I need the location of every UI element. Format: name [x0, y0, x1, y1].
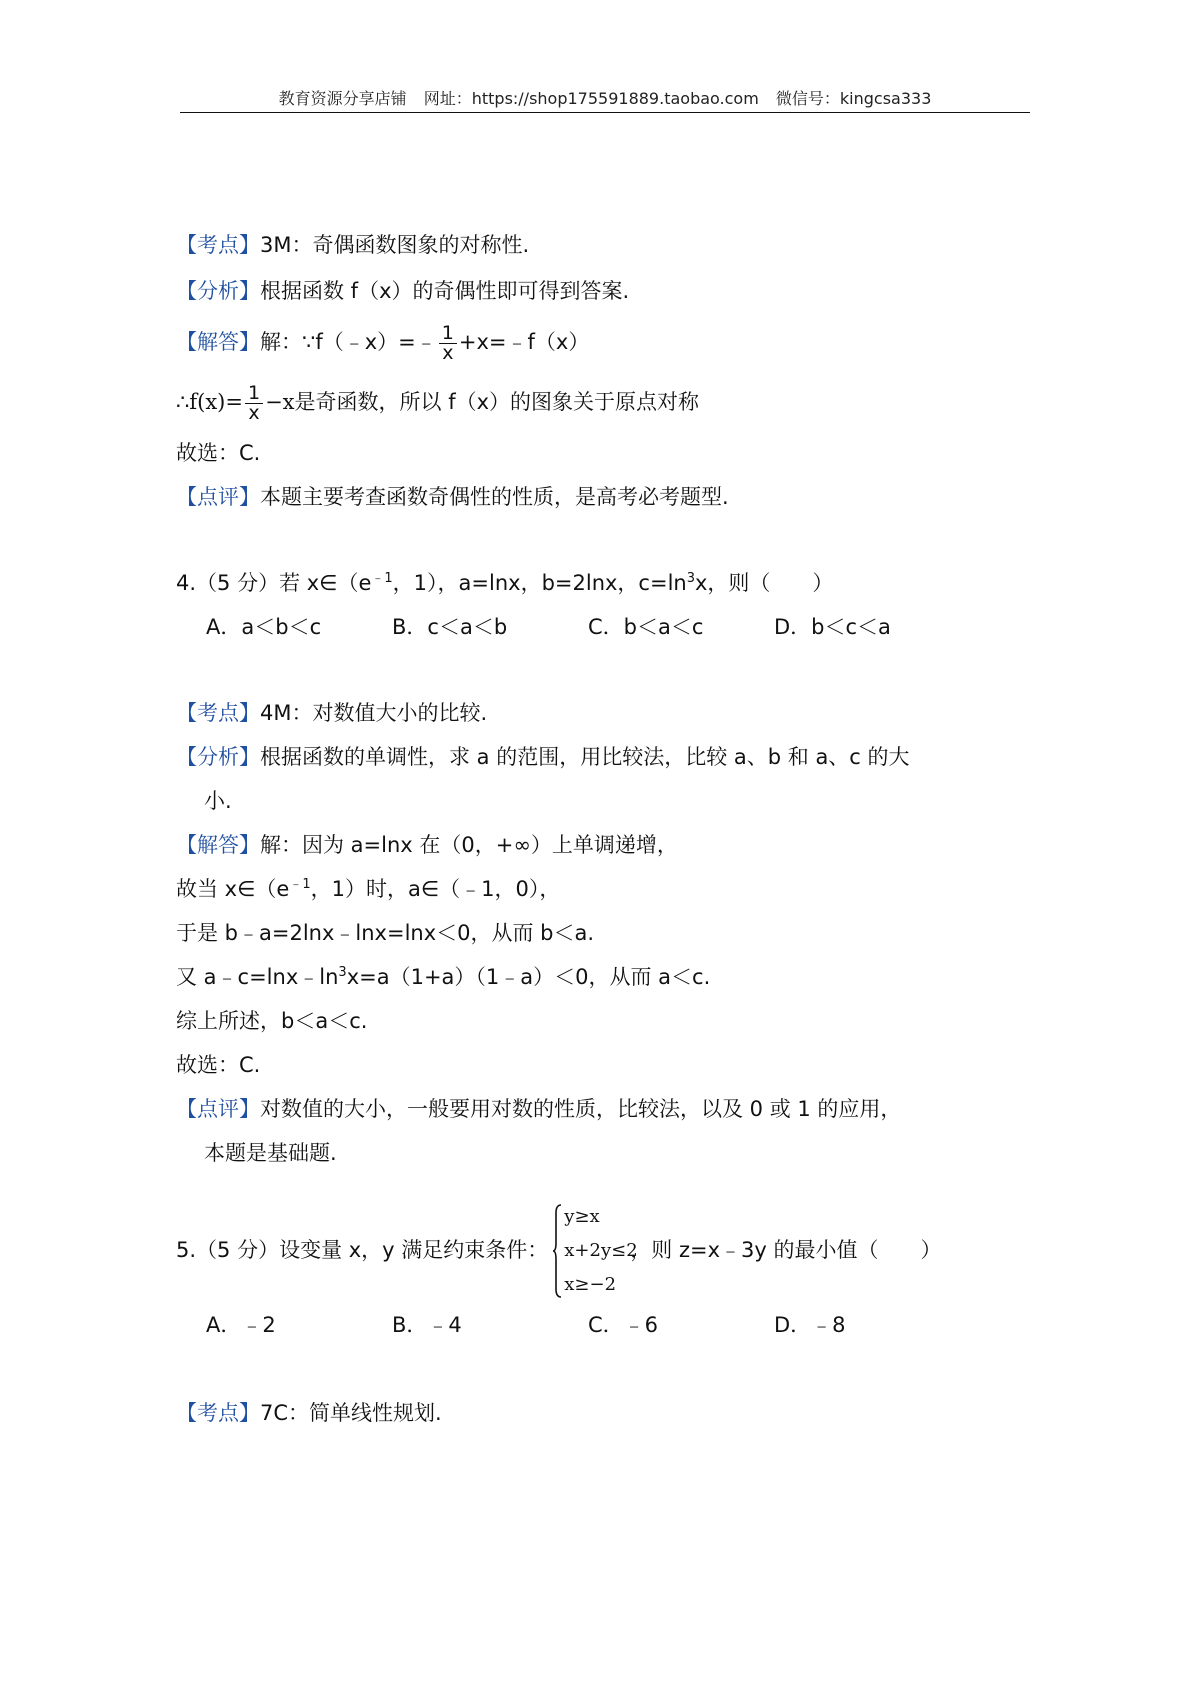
q3-kaodian: 【考点】3M：奇偶函数图象的对称性. [176, 233, 530, 257]
constraint-system [552, 1203, 638, 1299]
q3-jieda-line2: ∴f(x)= $\frac{1}{x}$ −x是奇函数，所以 f（x）的图象关于原点对称 [176, 381, 700, 424]
header-divider [180, 112, 1030, 113]
q4-option-d[interactable]: D．b＜c＜a [774, 615, 891, 639]
q4-dianping-cont: 本题是基础题. [204, 1141, 337, 1165]
q4-kaodian-tag: 【考点】 [176, 701, 260, 725]
fraction-1-over-x: $\frac{1}{x}$ [439, 324, 457, 363]
q4-kaodian: 【考点】4M：对数值大小的比较. [176, 701, 488, 725]
q4-fenxi-cont: 小. [204, 789, 232, 813]
header-wechat: 微信号：kingcsa333 [775, 89, 932, 108]
q3-dianping-tag: 【点评】 [176, 485, 260, 509]
q5-option-c[interactable]: C．﹣6 [588, 1313, 659, 1337]
q4-dianping-tag: 【点评】 [176, 1097, 260, 1121]
q4-option-a[interactable]: A．a＜b＜c [206, 615, 322, 639]
q5-option-b[interactable]: B．﹣4 [392, 1313, 462, 1337]
q5-stem: 5.（5 分）设变量 x，y 满足约束条件： y≥x x+2y≤2 x≥−2 ，则 z=x﹣3y 的最小值（ ） [176, 1202, 941, 1298]
q4-jieda: 【解答】解：因为 a=lnx 在（0，+∞）上单调递增， [176, 833, 678, 857]
q3-fenxi-tag: 【分析】 [176, 279, 260, 303]
q5-kaodian: 【考点】7C：简单线性规划. [176, 1401, 442, 1425]
q4-dianping: 【点评】对数值的大小，一般要用对数的性质，比较法，以及 0 或 1 的应用， [176, 1097, 902, 1121]
q5-option-d[interactable]: D．﹣8 [774, 1313, 846, 1337]
q5-kaodian-tag: 【考点】 [176, 1401, 260, 1425]
page-header [180, 86, 1030, 109]
q4-jieda-tag: 【解答】 [176, 833, 260, 857]
q3-answer: 故选：C. [176, 441, 261, 465]
constraint-3: x≥−2 [564, 1274, 617, 1295]
q3-kaodian-tag: 【考点】 [176, 233, 260, 257]
q3-dianping: 【点评】本题主要考查函数奇偶性的性质，是高考必考题型. [176, 485, 729, 509]
q4-answer: 故选：C. [176, 1053, 261, 1077]
q3-fenxi: 【分析】根据函数 f（x）的奇偶性即可得到答案. [176, 279, 630, 303]
q4-stem: 4.（5 分）若 $x\in(e^{﹣1}$，1），a=lnx，b=2lnx，$c=\ln^3x$，则（ ） [176, 571, 834, 595]
header-url: 网址：https://shop175591889.taobao.com [423, 89, 759, 108]
constraint-2: x+2y≤2 [564, 1240, 638, 1261]
q3-jieda-tag: 【解答】 [176, 330, 260, 354]
constraint-1: y≥x [564, 1206, 600, 1227]
q4-jieda-line4: 又 $a﹣c=\ln x﹣\ln^3x=a(1+a)(1﹣a)<0$，从而 a＜c. [176, 965, 711, 989]
q3-jieda: 【解答】解：∵f（﹣x）=﹣ $\frac{1}{x}$ +x=﹣f（x） [176, 321, 590, 364]
left-brace-icon [552, 1203, 562, 1299]
q4-options [206, 612, 1006, 642]
q4-fenxi-tag: 【分析】 [176, 745, 260, 769]
q4-option-c[interactable]: C．b＜a＜c [588, 615, 704, 639]
header-shop: 教育资源分享店铺 [278, 89, 407, 108]
q5-option-a[interactable]: A．﹣2 [206, 1313, 276, 1337]
fraction-1-over-x-2: $\frac{1}{x}$ [245, 384, 263, 423]
q4-jieda-line5: 综上所述，b＜a＜c. [176, 1009, 368, 1033]
q4-option-b[interactable]: B．c＜a＜b [392, 615, 508, 639]
q5-options [206, 1310, 1006, 1340]
q4-jieda-line2: 故当 $x\in(e^{﹣1}$，1）时，a∈（﹣1，0）， [176, 877, 561, 901]
q4-jieda-line3: 于是 b﹣a=2lnx﹣lnx=lnx＜0，从而 b＜a. [176, 921, 595, 945]
q4-fenxi: 【分析】根据函数的单调性，求 a 的范围，用比较法，比较 a、b 和 a、c 的大 [176, 745, 910, 769]
